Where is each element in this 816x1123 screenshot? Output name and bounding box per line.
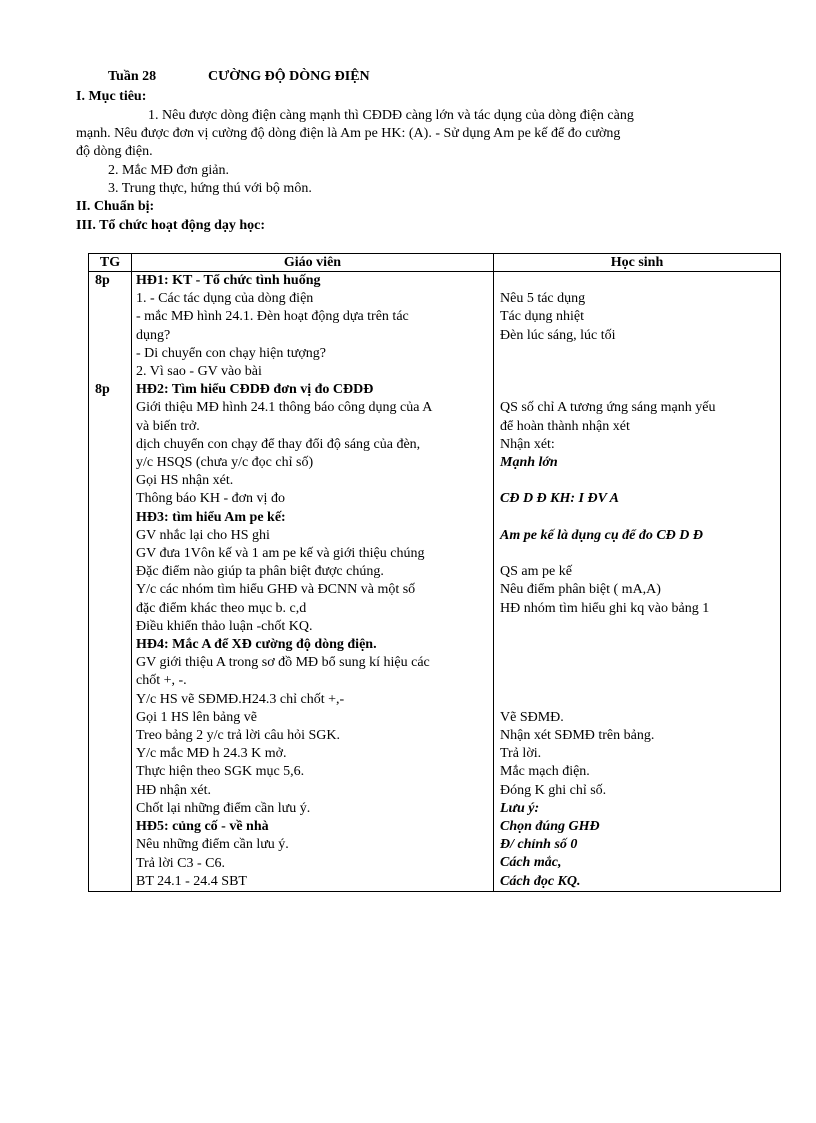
student-line: Trả lời. bbox=[500, 746, 542, 762]
teacher-line: Đặc điểm nào giúp ta phân biệt được chúng. bbox=[136, 564, 384, 580]
objectives-heading: I. Mục tiêu: bbox=[76, 89, 147, 104]
teacher-line: HĐ nhận xét. bbox=[136, 782, 212, 798]
student-line: Nhận xét: bbox=[500, 436, 555, 452]
student-line bbox=[500, 654, 780, 672]
tg-cell bbox=[89, 272, 132, 382]
objective-line: 2. Mắc MĐ đơn giản. bbox=[108, 163, 229, 178]
week-label: Tuần 28 bbox=[108, 69, 157, 84]
teacher-line: Y/c các nhóm tìm hiểu GHĐ và ĐCNN và một số bbox=[136, 582, 416, 598]
teacher-line: Gọi HS nhận xét. bbox=[136, 473, 234, 489]
teacher-line: GV nhắc lại cho HS ghi bbox=[136, 527, 270, 543]
teacher-line: HĐ4: Mắc A để XĐ cường độ dòng điện. bbox=[136, 637, 377, 653]
teacher-line: GV giới thiệu A trong sơ đồ MĐ bổ sung kí hiệu các bbox=[136, 655, 430, 671]
lesson-plan-table bbox=[88, 253, 781, 892]
teacher-line: 1. - Các tác dụng của dòng điện bbox=[136, 291, 314, 307]
teacher-line: Y/c mắc MĐ h 24.3 K mở. bbox=[136, 746, 287, 762]
student-line bbox=[500, 636, 780, 654]
teacher-line: Trả lời C3 - C6. bbox=[136, 855, 225, 871]
table-body bbox=[89, 272, 781, 892]
objective-line: 1. Nêu được dòng điện càng mạnh thì CĐDĐ càng lớn và tác dụng của dòng điện càng bbox=[148, 108, 634, 123]
student-line: Đèn lúc sáng, lúc tối bbox=[500, 327, 616, 343]
student-line bbox=[500, 545, 780, 563]
teacher-line: Điều khiển thảo luận -chốt KQ. bbox=[136, 618, 313, 634]
table-row bbox=[89, 272, 781, 382]
student-line bbox=[500, 272, 780, 290]
teacher-line: Thông báo KH - đơn vị đo bbox=[136, 491, 285, 507]
teacher-line: chốt +, -. bbox=[136, 673, 187, 689]
student-line: Mắc mạch điện. bbox=[500, 764, 590, 780]
teacher-line: Thực hiện theo SGK mục 5,6. bbox=[136, 764, 305, 780]
objective-line: 3. Trung thực, hứng thú với bộ môn. bbox=[108, 181, 312, 196]
teacher-line: Gọi 1 HS lên bảng vẽ bbox=[136, 709, 257, 725]
teacher-line: Nêu những điểm cần lưu ý. bbox=[136, 837, 289, 853]
teacher-line: BT 24.1 - 24.4 SBT bbox=[136, 873, 247, 889]
teacher-line: Chốt lại những điểm cần lưu ý. bbox=[136, 800, 311, 816]
preparation-heading: II. Chuẩn bị: bbox=[76, 199, 155, 214]
student-line: CĐ D Đ KH: I ĐV A bbox=[500, 491, 620, 507]
student-line bbox=[500, 672, 780, 690]
teacher-line: y/c HSQS (chưa y/c đọc chỉ số) bbox=[136, 455, 314, 471]
teacher-line: Treo bảng 2 y/c trả lời câu hỏi SGK. bbox=[136, 728, 341, 744]
table-row bbox=[89, 381, 781, 891]
student-cell bbox=[494, 381, 781, 891]
header-tg: TG bbox=[89, 254, 132, 272]
student-line: Nêu 5 tác dụng bbox=[500, 291, 586, 307]
teacher-line: và biến trở. bbox=[136, 418, 200, 434]
organization-heading: III. Tổ chức hoạt động dạy học: bbox=[76, 218, 266, 233]
student-line: Chọn đúng GHĐ bbox=[500, 818, 600, 834]
student-line: Đóng K ghi chỉ số. bbox=[500, 782, 607, 798]
student-cell bbox=[494, 272, 781, 382]
student-line: QS số chỉ A tương ứng sáng mạnh yếu bbox=[500, 400, 716, 416]
student-line bbox=[500, 381, 780, 399]
teacher-cell bbox=[132, 272, 494, 382]
lesson-title: CƯỜNG ĐỘ DÒNG ĐIỆN bbox=[208, 69, 370, 84]
student-line bbox=[500, 618, 780, 636]
teacher-line: - mắc MĐ hình 24.1. Đèn hoạt động dựa trên tác bbox=[136, 309, 409, 325]
student-line: Am pe kế là dụng cụ để đo CĐ D Đ bbox=[500, 527, 703, 543]
teacher-line: Giới thiệu MĐ hình 24.1 thông báo công dụng của A bbox=[136, 400, 433, 416]
student-line: Vẽ SĐMĐ. bbox=[500, 709, 564, 725]
student-line bbox=[500, 509, 780, 527]
student-line: Đ/ chỉnh số 0 bbox=[500, 837, 578, 853]
teacher-line: 2. Vì sao - GV vào bài bbox=[136, 364, 262, 380]
header-teacher: Giáo viên bbox=[132, 254, 494, 272]
teacher-cell bbox=[132, 381, 494, 891]
teacher-line: HĐ2: Tìm hiểu CĐDĐ đơn vị đo CĐDĐ bbox=[136, 382, 374, 398]
student-line: Nêu điểm phân biệt ( mA,A) bbox=[500, 582, 661, 598]
student-line: QS am pe kế bbox=[500, 564, 572, 580]
student-line: để hoàn thành nhận xét bbox=[500, 418, 630, 434]
header-student: Học sinh bbox=[494, 254, 781, 272]
student-line bbox=[500, 345, 780, 363]
teacher-line: HĐ1: KT - Tổ chức tình huống bbox=[136, 273, 321, 288]
student-line: Cách đọc KQ. bbox=[500, 873, 581, 889]
student-line bbox=[500, 691, 780, 709]
teacher-line: dụng? bbox=[136, 327, 171, 343]
student-line: Lưu ý: bbox=[500, 800, 540, 816]
teacher-line: - Di chuyển con chạy hiện tượng? bbox=[136, 345, 326, 361]
student-line: Cách mắc, bbox=[500, 855, 562, 871]
student-line: Nhận xét SĐMĐ trên bảng. bbox=[500, 727, 655, 743]
student-line: Mạnh lớn bbox=[500, 455, 558, 471]
teacher-line: HĐ3: tìm hiểu Am pe kế: bbox=[136, 509, 286, 525]
teacher-line: đặc điểm khác theo mục b. c,d bbox=[136, 600, 307, 616]
teacher-line: HĐ5: củng cố - về nhà bbox=[136, 819, 269, 835]
table-header-row bbox=[89, 254, 781, 272]
student-line bbox=[500, 363, 780, 381]
tg-cell bbox=[89, 381, 132, 891]
teacher-line: dịch chuyển con chạy để thay đổi độ sáng của đèn, bbox=[136, 436, 421, 452]
objective-line: mạnh. Nêu được đơn vị cường độ dòng điện là Am pe HK: (A). - Sử dụng Am pe kế để đo cường bbox=[76, 126, 621, 141]
tg-value: 8p bbox=[95, 273, 110, 288]
objective-line: độ dòng điện. bbox=[76, 144, 153, 159]
tg-value: 8p bbox=[95, 382, 110, 398]
student-line: HĐ nhóm tìm hiểu ghi kq vào bảng 1 bbox=[500, 600, 710, 616]
student-line bbox=[500, 472, 780, 490]
student-line: Tác dụng nhiệt bbox=[500, 309, 584, 325]
teacher-line: GV đưa 1Vôn kế và 1 am pe kế và giới thiệu chúng bbox=[136, 546, 425, 562]
teacher-line: Y/c HS vẽ SĐMĐ.H24.3 chỉ chốt +,- bbox=[136, 691, 345, 707]
